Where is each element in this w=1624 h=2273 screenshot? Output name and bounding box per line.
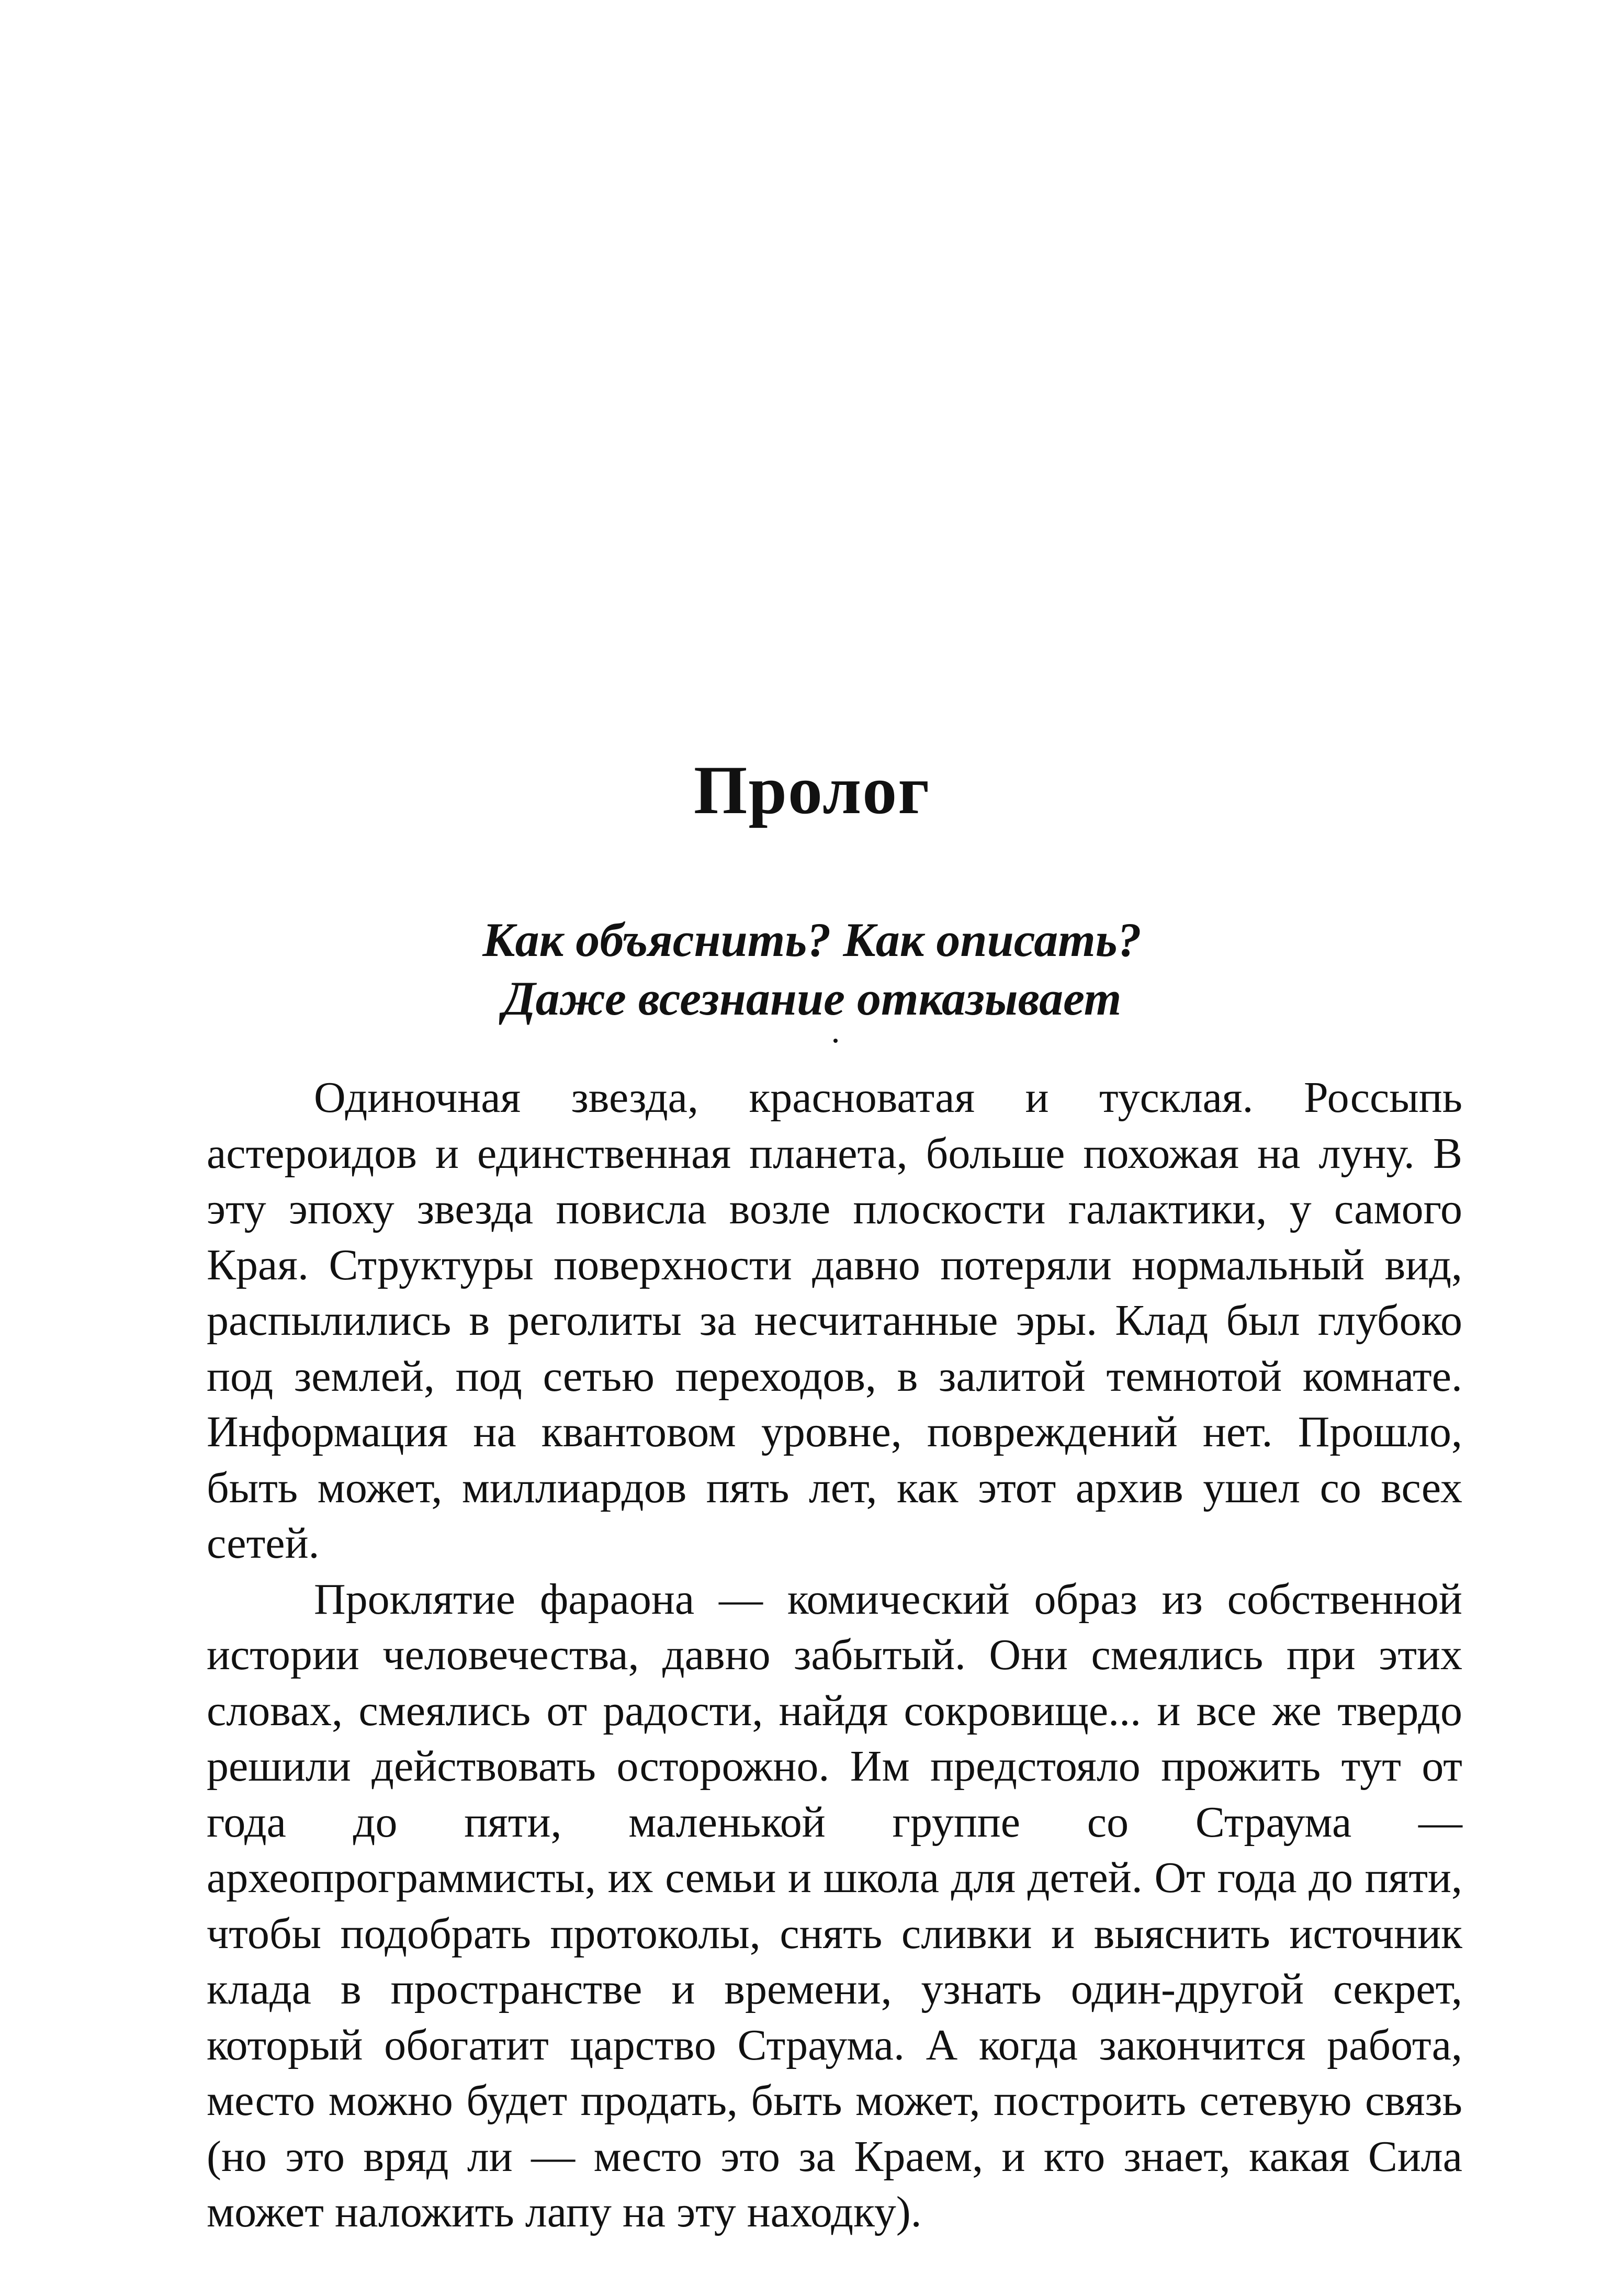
epigraph-line: Как объяснить? Как описать? <box>482 913 1142 966</box>
epigraph-line: Даже всезнание отказывает <box>502 972 1122 1025</box>
paragraph: Одиночная звезда, красноватая и тусклая. Россыпь астероидов и единственная планета, больше похожая на луну. В эту эпоху звезда повисла возле плоскости галактики, у самого Края. Структуры поверхности давно потеряли нормальный вид, распылились в реголиты за несчитанные эры. Клад был глубоко под землей, под сетью переходов, в залитой темнотой комнате. Информация на квантовом уровне, повреждений нет. Прошло, быть может, миллиардов пять лет, как этот архив ушел со всех сетей. <box>207 1073 1462 1568</box>
paragraph: Проклятие фараона — комический образ из собственной истории человечества, давно забытый. Они смеялись при этих словах, смеялись от радости, найдя сокровище... и все же твердо решили действовать осторожно. Им предстояло прожить тут от года до пяти, маленькой группе со Страума — археопрограммисты, их семьи и школа для детей. От года до пяти, чтобы подобрать протоколы, снять сливки и выяснить источник клада в пространстве и времени, узнать один-другой секрет, который обогатит царство Страума. А когда закончится работа, место можно будет продать, быть может, построить сетевую связь (но это вряд ли — место это за Краем, и кто знает, какая Сила может наложить лапу на эту находку). <box>207 1574 1462 2236</box>
body-text <box>207 1070 1462 2241</box>
chapter-title: Пролог <box>693 751 931 828</box>
divider-dot <box>833 1039 838 1043</box>
epigraph <box>0 910 1624 1028</box>
